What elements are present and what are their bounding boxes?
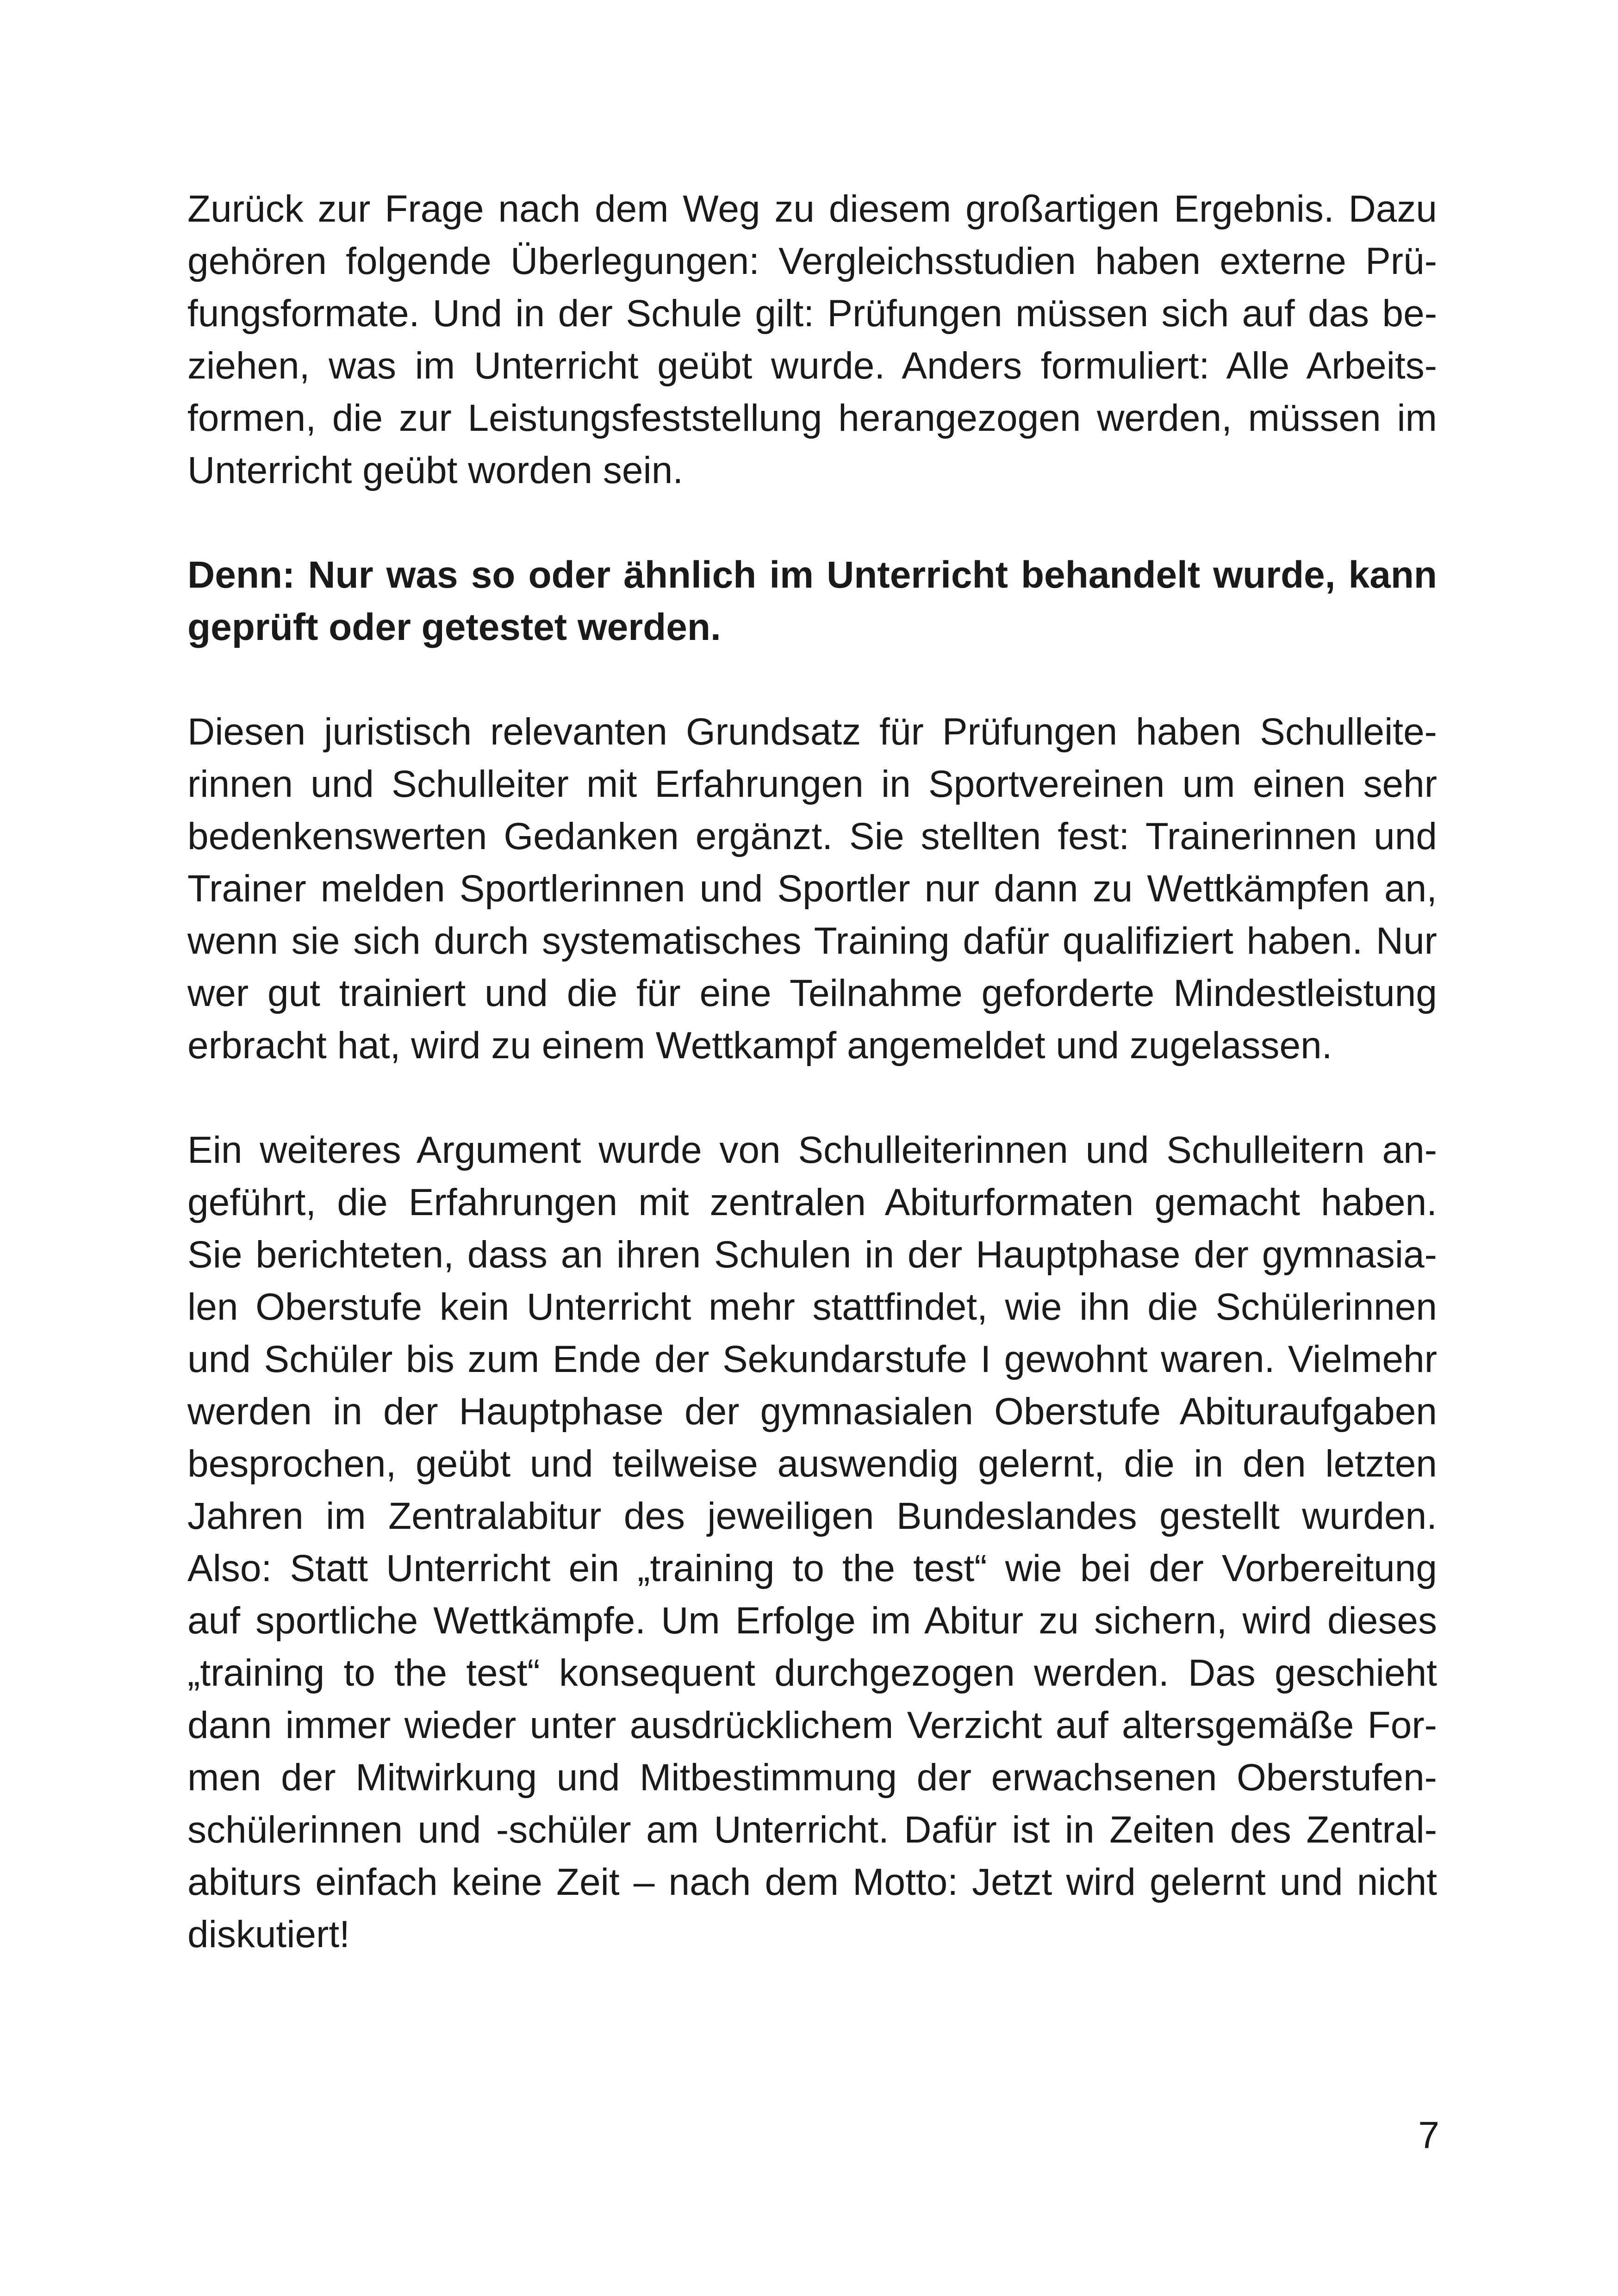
paragraph	[187, 1124, 1437, 1961]
text-line: Unterricht geübt worden sein.	[187, 449, 684, 491]
text-line: bedenkenswerten Gedanken ergänzt. Sie stellten fest: Trainerinnen und	[187, 815, 1437, 857]
text-line: formen, die zur Leistungsfeststellung herangezogen werden, müssen im	[187, 397, 1437, 439]
text-line: diskutiert!	[187, 1913, 350, 1955]
paragraph	[187, 706, 1437, 1072]
text-line: gehören folgende Überlegungen: Vergleichsstudien haben externe Prü-	[187, 240, 1437, 282]
text-line: und Schüler bis zum Ende der Sekundarstufe I gewohnt waren. Vielmehr	[187, 1338, 1437, 1380]
text-line: Ein weiteres Argument wurde von Schulleiterinnen und Schulleitern an-	[187, 1129, 1437, 1171]
text-line: men der Mitwirkung und Mitbestimmung der erwachsenen Oberstufen-	[187, 1756, 1437, 1799]
text-line: besprochen, geübt und teilweise auswendig gelernt, die in den letzten	[187, 1443, 1437, 1485]
text-line: Sie berichteten, dass an ihren Schulen in der Hauptphase der gymnasia-	[187, 1234, 1437, 1276]
body-text	[187, 183, 1437, 2013]
text-line: geführt, die Erfahrungen mit zentralen Abiturformaten gemacht haben.	[187, 1181, 1437, 1223]
text-line: len Oberstufe kein Unterricht mehr stattfindet, wie ihn die Schülerinnen	[187, 1286, 1437, 1328]
text-line: wenn sie sich durch systematisches Training dafür qualifiziert haben. Nur	[187, 920, 1437, 962]
paragraph	[187, 183, 1437, 496]
text-line: Also: Statt Unterricht ein „training to the test“ wie bei der Vorbereitung	[187, 1547, 1437, 1589]
text-line: ziehen, was im Unterricht geübt wurde. Anders formuliert: Alle Arbeits-	[187, 345, 1437, 387]
text-line: Diesen juristisch relevanten Grundsatz für Prüfungen haben Schulleite-	[187, 711, 1437, 753]
text-line: dann immer wieder unter ausdrücklichem Verzicht auf altersgemäße For-	[187, 1704, 1437, 1746]
text-line: abiturs einfach keine Zeit – nach dem Motto: Jetzt wird gelernt und nicht	[187, 1861, 1437, 1903]
text-line: wer gut trainiert und die für eine Teilnahme geforderte Mindestleistung	[187, 972, 1437, 1014]
page-number: 7	[1418, 2114, 1439, 2156]
text-line: „training to the test“ konsequent durchgezogen werden. Das geschieht	[187, 1652, 1437, 1694]
text-line: geprüft oder getestet werden.	[187, 606, 721, 648]
text-line: fungsformate. Und in der Schule gilt: Prüfungen müssen sich auf das be-	[187, 292, 1437, 335]
text-line: erbracht hat, wird zu einem Wettkampf angemeldet und zugelassen.	[187, 1024, 1332, 1067]
text-line: schülerinnen und -schüler am Unterricht. Dafür ist in Zeiten des Zentral-	[187, 1809, 1437, 1851]
text-line: Trainer melden Sportlerinnen und Sportler nur dann zu Wettkämpfen an,	[187, 868, 1437, 910]
text-line: Denn: Nur was so oder ähnlich im Unterricht behandelt wurde, kann	[187, 554, 1437, 596]
text-line: Zurück zur Frage nach dem Weg zu diesem großartigen Ergebnis. Dazu	[187, 188, 1437, 230]
text-line: auf sportliche Wettkämpfe. Um Erfolge im Abitur zu sichern, wird dieses	[187, 1600, 1437, 1642]
text-line: werden in der Hauptphase der gymnasialen Oberstufe Abituraufgaben	[187, 1390, 1437, 1433]
text-line: Jahren im Zentralabitur des jeweiligen Bundeslandes gestellt wurden.	[187, 1495, 1437, 1537]
text-line: rinnen und Schulleiter mit Erfahrungen in Sportvereinen um einen sehr	[187, 763, 1437, 805]
emphasis-paragraph	[187, 549, 1437, 653]
